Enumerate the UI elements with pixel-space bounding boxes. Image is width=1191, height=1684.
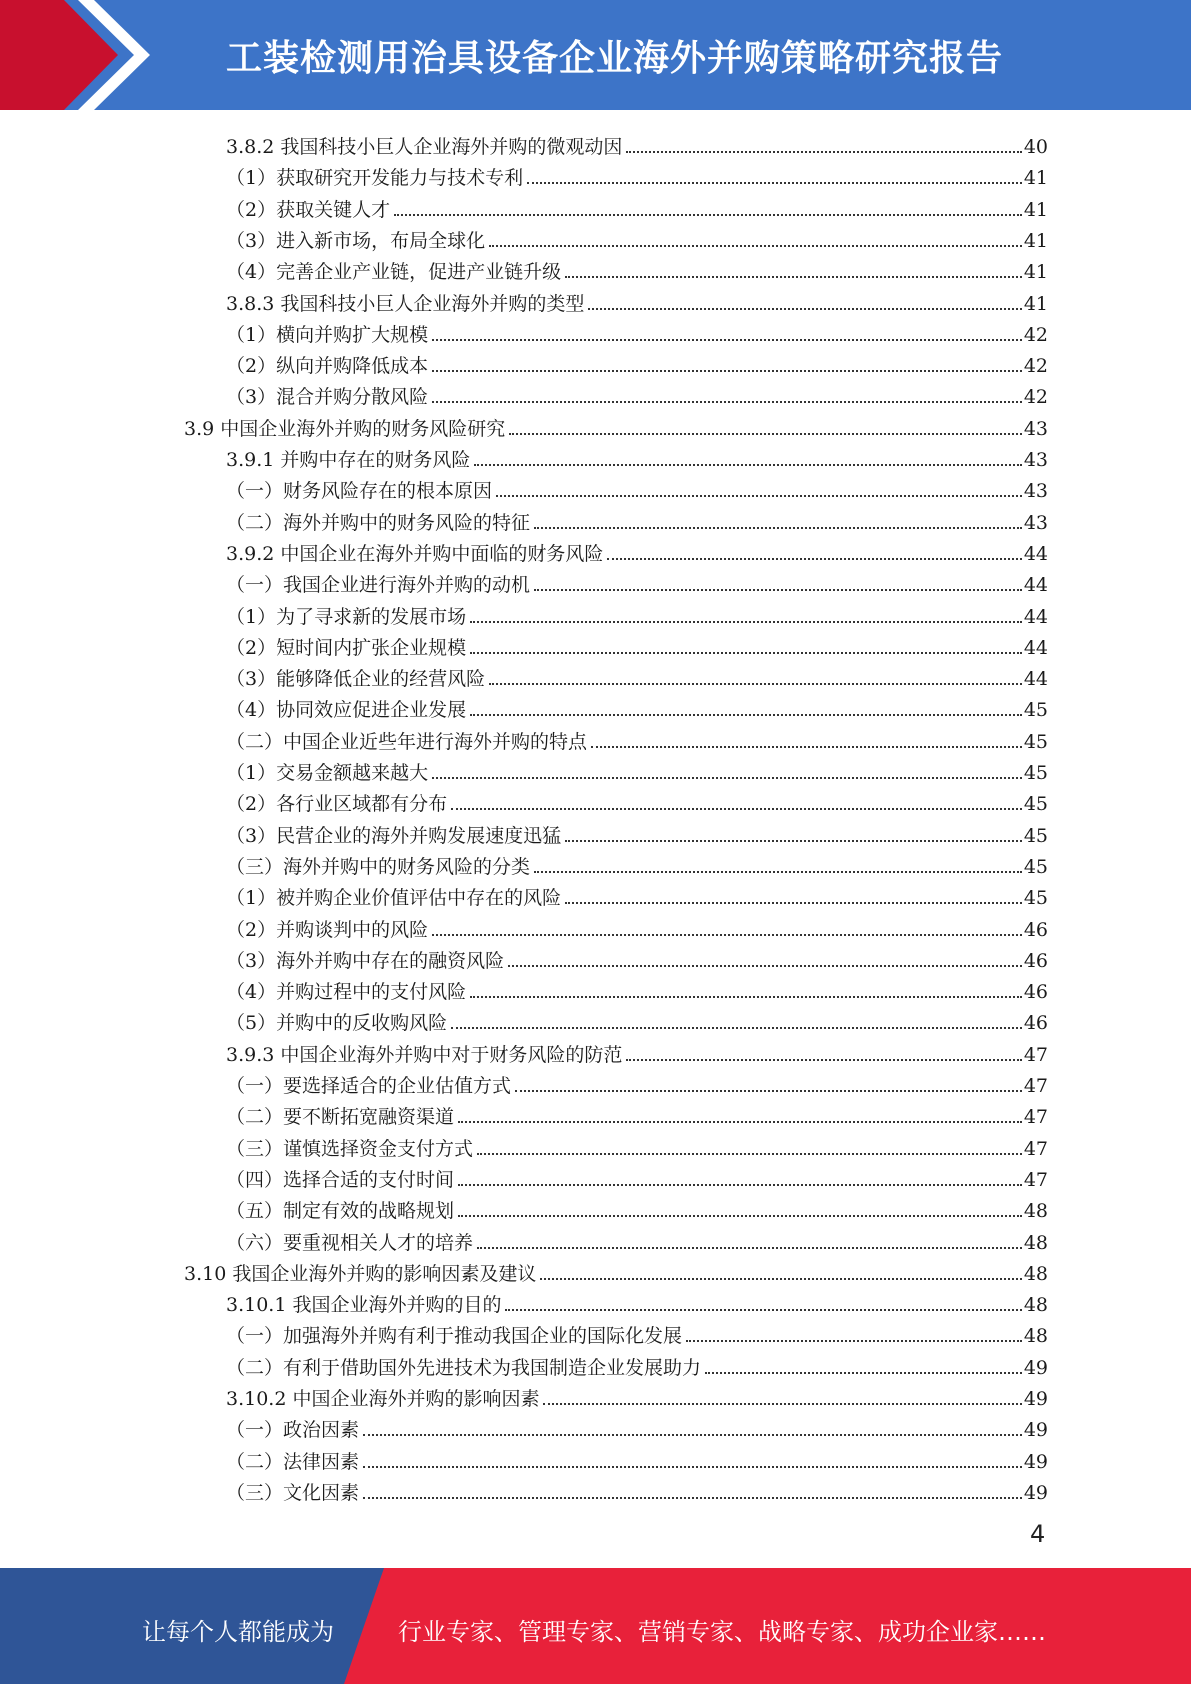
toc-entry[interactable] [226, 1411, 1048, 1442]
toc-entry[interactable] [226, 1474, 1048, 1505]
toc-entry-label: （一）我国企业进行海外并购的动机 [226, 574, 531, 597]
toc-entry-page: 41 [1023, 198, 1048, 221]
toc-entry-label: （2）并购谈判中的风险 [226, 918, 429, 941]
toc-leader-dots [458, 1184, 1022, 1186]
toc-leader-dots [432, 370, 1022, 372]
toc-entry-label: （三）海外并购中的财务风险的分类 [226, 855, 531, 878]
toc-entry-page: 43 [1023, 417, 1048, 440]
toc-entry-page: 49 [1023, 1450, 1048, 1473]
toc-entry-label: 3.10.2 中国企业海外并购的影响因素 [226, 1388, 540, 1410]
toc-entry-label: （1）被并购企业价值评估中存在的风险 [226, 887, 562, 910]
toc-entry-label: （六）要重视相关人才的培养 [226, 1231, 474, 1254]
toc-entry[interactable] [226, 159, 1048, 190]
toc-entry-label: （五）制定有效的战略规划 [226, 1200, 455, 1223]
toc-entry-page: 49 [1023, 1356, 1048, 1379]
toc-entry-label: （1）交易金额越来越大 [226, 762, 429, 784]
toc-entry[interactable] [226, 973, 1048, 1004]
toc-entry[interactable] [226, 754, 1048, 785]
toc-entry-page: 47 [1023, 1106, 1048, 1129]
toc-leader-dots [534, 871, 1022, 873]
page-number: 4 [1030, 1520, 1046, 1548]
toc-entry-label: （3）海外并购中存在的融资风险 [226, 949, 505, 972]
toc-entry[interactable] [226, 253, 1048, 284]
toc-entry-label: （1）为了寻求新的发展市场 [226, 605, 467, 628]
toc-entry-page: 45 [1023, 793, 1048, 816]
toc-entry-page: 42 [1023, 386, 1048, 409]
toc-entry-label: （3）能够降低企业的经营风险 [226, 668, 486, 691]
toc-entry-label: （4）并购过程中的支付风险 [226, 981, 467, 1004]
toc-entry[interactable] [226, 535, 1048, 566]
toc-entry[interactable] [226, 785, 1048, 816]
toc-entry-label: 3.8.3 我国科技小巨人企业海外并购的类型 [226, 292, 585, 315]
toc-entry[interactable] [226, 629, 1048, 660]
toc-leader-dots [470, 714, 1022, 716]
toc-entry[interactable] [226, 441, 1048, 472]
toc-leader-dots [489, 245, 1022, 247]
toc-entry-label: （3）进入新市场，布局全球化 [226, 229, 486, 252]
toc-entry-label: 3.9.2 中国企业在海外并购中面临的财务风险 [226, 542, 604, 565]
toc-entry-page: 44 [1023, 542, 1048, 565]
toc-entry-page: 47 [1023, 1075, 1048, 1097]
toc-entry[interactable] [226, 1161, 1048, 1192]
report-title: 工装检测用治具设备企业海外并购策略研究报告 [226, 38, 1004, 79]
toc-entry-label: 3.10.1 我国企业海外并购的目的 [226, 1294, 502, 1317]
toc-entry[interactable] [226, 1317, 1048, 1348]
toc-entry[interactable] [226, 691, 1048, 722]
toc-entry[interactable] [184, 410, 1048, 441]
toc-entry[interactable] [226, 942, 1048, 973]
toc-entry-page: 44 [1023, 605, 1048, 628]
toc-entry-page: 47 [1023, 1043, 1048, 1066]
toc-entry[interactable] [226, 347, 1048, 378]
toc-leader-dots [527, 182, 1022, 184]
toc-entry-page: 46 [1023, 949, 1048, 972]
toc-entry-label: （三）谨慎选择资金支付方式 [226, 1137, 474, 1160]
toc-entry-label: （2）短时间内扩张企业规模 [226, 636, 467, 659]
toc-entry-page: 42 [1023, 355, 1048, 378]
toc-entry[interactable] [226, 879, 1048, 910]
toc-leader-dots [588, 308, 1021, 310]
toc-leader-dots [470, 652, 1022, 654]
toc-entry-page: 45 [1023, 699, 1048, 722]
toc-entry[interactable] [226, 1192, 1048, 1223]
toc-leader-dots [591, 746, 1022, 748]
toc-entry-page: 43 [1023, 449, 1048, 471]
toc-entry-label: （3）混合并购分散风险 [226, 386, 429, 409]
toc-entry[interactable] [226, 222, 1048, 253]
toc-entry-page: 41 [1023, 292, 1048, 315]
toc-leader-dots [626, 151, 1021, 153]
toc-entry[interactable] [184, 1255, 1048, 1286]
toc-leader-dots [470, 996, 1022, 998]
toc-entry-label: （2）纵向并购降低成本 [226, 355, 429, 378]
toc-entry-page: 46 [1023, 981, 1048, 1004]
toc-entry-page: 41 [1023, 229, 1048, 252]
toc-leader-dots [394, 214, 1022, 216]
toc-entry-label: （5）并购中的反收购风险 [226, 1012, 448, 1035]
toc-entry[interactable] [226, 504, 1048, 535]
toc-leader-dots [458, 1121, 1022, 1123]
toc-entry[interactable] [226, 1004, 1048, 1035]
toc-entry[interactable] [226, 566, 1048, 597]
toc-entry-label: （2）各行业区域都有分布 [226, 793, 448, 816]
toc-entry-page: 44 [1023, 574, 1048, 597]
toc-entry-label: 3.8.2 我国科技小巨人企业海外并购的微观动因 [226, 136, 623, 158]
toc-leader-dots [534, 527, 1022, 529]
toc-entry[interactable] [226, 472, 1048, 503]
toc-leader-dots [565, 902, 1022, 904]
toc-entry[interactable] [226, 128, 1048, 159]
toc-leader-dots [543, 1403, 1021, 1405]
toc-entry[interactable] [226, 660, 1048, 691]
toc-entry-label: 3.9 中国企业海外并购的财务风险研究 [184, 417, 506, 440]
toc-entry-page: 45 [1023, 762, 1048, 784]
toc-leader-dots [686, 1340, 1022, 1342]
toc-leader-dots [432, 401, 1022, 403]
toc-leader-dots [508, 965, 1022, 967]
toc-entry-label: （二）海外并购中的财务风险的特征 [226, 511, 531, 534]
toc-leader-dots [432, 934, 1022, 936]
toc-entry-label: （3）民营企业的海外并购发展速度迅猛 [226, 824, 562, 847]
toc-entry-page: 48 [1023, 1262, 1048, 1285]
toc-entry[interactable] [226, 191, 1048, 222]
toc-leader-dots [363, 1434, 1022, 1436]
toc-entry-label: （二）中国企业近些年进行海外并购的特点 [226, 730, 588, 753]
toc-entry-page: 48 [1023, 1325, 1048, 1348]
toc-entry[interactable] [226, 285, 1048, 316]
toc-entry-page: 49 [1023, 1388, 1048, 1410]
toc-entry[interactable] [226, 723, 1048, 754]
toc-leader-dots [474, 464, 1021, 466]
toc-entry[interactable] [226, 1130, 1048, 1161]
toc-entry[interactable] [226, 598, 1048, 629]
toc-leader-dots [432, 339, 1022, 341]
toc-leader-dots [451, 1027, 1022, 1029]
toc-leader-dots [626, 1059, 1021, 1061]
footer-slogan-left: 让每个人都能成为 [142, 1618, 334, 1646]
toc-entry-label: （四）选择合适的支付时间 [226, 1168, 455, 1191]
toc-leader-dots [489, 683, 1022, 685]
toc-entry[interactable] [226, 1349, 1048, 1380]
toc-leader-dots [515, 1090, 1022, 1092]
toc-entry-label: （二）要不断拓宽融资渠道 [226, 1106, 455, 1129]
toc-leader-dots [565, 840, 1022, 842]
toc-entry[interactable] [226, 378, 1048, 409]
toc-leader-dots [477, 1153, 1022, 1155]
toc-entry-label: （二）有利于借助国外先进技术为我国制造企业发展助力 [226, 1356, 702, 1379]
toc-entry-page: 48 [1023, 1200, 1048, 1223]
toc-entry-page: 48 [1023, 1231, 1048, 1254]
header-arrow-decoration [0, 0, 160, 110]
toc-leader-dots [509, 433, 1022, 435]
toc-entry-label: （一）政治因素 [226, 1419, 360, 1442]
toc-leader-dots [432, 777, 1022, 779]
toc-entry-label: （一）财务风险存在的根本原因 [226, 480, 493, 503]
toc-leader-dots [534, 589, 1022, 591]
toc-entry[interactable] [226, 1036, 1048, 1067]
toc-entry-page: 47 [1023, 1137, 1048, 1160]
page-header [0, 0, 1191, 110]
toc-entry-label: 3.10 我国企业海外并购的影响因素及建议 [184, 1262, 537, 1285]
toc-entry-page: 44 [1023, 668, 1048, 691]
toc-leader-dots [470, 621, 1022, 623]
toc-entry[interactable] [226, 1098, 1048, 1129]
toc-entry[interactable] [226, 316, 1048, 347]
toc-leader-dots [607, 558, 1021, 560]
toc-entry-label: （一）要选择适合的企业估值方式 [226, 1075, 512, 1097]
toc-entry-page: 43 [1023, 511, 1048, 534]
toc-entry-page: 46 [1023, 918, 1048, 941]
toc-entry-label: 3.9.1 并购中存在的财务风险 [226, 449, 471, 471]
toc-entry-label: （1）横向并购扩大规模 [226, 323, 429, 346]
toc-leader-dots [458, 1215, 1022, 1217]
toc-entry-page: 45 [1023, 887, 1048, 910]
toc-entry[interactable] [226, 1443, 1048, 1474]
toc-leader-dots [363, 1497, 1022, 1499]
toc-entry-page: 43 [1023, 480, 1048, 503]
toc-entry[interactable] [226, 1380, 1048, 1411]
toc-entry-page: 46 [1023, 1012, 1048, 1035]
page-footer [0, 1568, 1191, 1684]
toc-entry-page: 49 [1023, 1481, 1048, 1504]
toc-entry-page: 45 [1023, 730, 1048, 753]
toc-entry-label: （4）协同效应促进企业发展 [226, 699, 467, 722]
toc-entry-label: （4）完善企业产业链，促进产业链升级 [226, 261, 562, 284]
toc-leader-dots [363, 1466, 1022, 1468]
toc-leader-dots [565, 276, 1022, 278]
toc-leader-dots [505, 1309, 1021, 1311]
toc-entry[interactable] [226, 1067, 1048, 1098]
toc-entry-page: 41 [1023, 261, 1048, 284]
toc-entry-label: （2）获取关键人才 [226, 198, 391, 221]
toc-leader-dots [496, 495, 1022, 497]
toc-entry-page: 41 [1023, 167, 1048, 190]
toc-entry[interactable] [226, 817, 1048, 848]
toc-entry-label: （1）获取研究开发能力与技术专利 [226, 167, 524, 190]
toc-entry-label: （二）法律因素 [226, 1450, 360, 1473]
toc-entry-label: （一）加强海外并购有利于推动我国企业的国际化发展 [226, 1325, 683, 1348]
toc-leader-dots [477, 1247, 1022, 1249]
toc-entry-page: 40 [1023, 136, 1048, 158]
toc-entry[interactable] [226, 848, 1048, 879]
toc-entry-page: 48 [1023, 1294, 1048, 1317]
toc-entry-page: 42 [1023, 323, 1048, 346]
toc-leader-dots [451, 808, 1022, 810]
toc-entry[interactable] [226, 1224, 1048, 1255]
toc-leader-dots [705, 1372, 1022, 1374]
toc-entry-page: 44 [1023, 636, 1048, 659]
toc-entry-label: 3.9.3 中国企业海外并购中对于财务风险的防范 [226, 1043, 623, 1066]
footer-slogan-right: 行业专家、管理专家、营销专家、战略专家、成功企业家…… [398, 1618, 1046, 1646]
toc-entry[interactable] [226, 911, 1048, 942]
toc-entry-page: 47 [1023, 1168, 1048, 1191]
toc-leader-dots [540, 1278, 1021, 1280]
toc-entry-label: （三）文化因素 [226, 1481, 360, 1504]
toc-entry-page: 49 [1023, 1419, 1048, 1442]
toc-entry-page: 45 [1023, 824, 1048, 847]
toc-entry[interactable] [226, 1286, 1048, 1317]
toc-entry-page: 45 [1023, 855, 1048, 878]
